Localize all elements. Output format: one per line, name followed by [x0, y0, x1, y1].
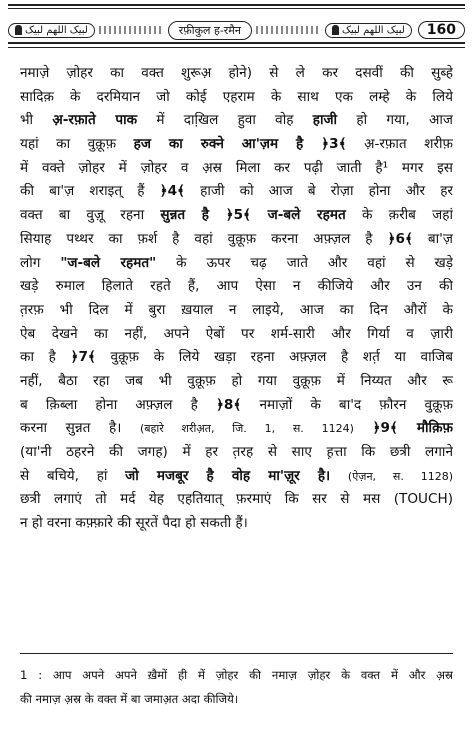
body-text-segment: यहां का वुक़ूफ़ — [20, 136, 134, 153]
body-text-segment — [330, 468, 348, 484]
body-text-segment: हाजी को आज बे रोज़ा होना और हर — [185, 183, 453, 200]
body-text-segment: नमाज़ों के बा'द फ़ौरन वुक़ूफ़ — [241, 396, 453, 413]
body-text-segment: ऐब देखने का नहीं, अपने ऐबों पर शर्म-सारी और गिर्या व ज़ारी — [20, 325, 453, 342]
header-caption-left-text: لبیک اللھم لبیک — [25, 24, 88, 36]
footnote-text-segment: 1 : आप अपने अपने ख़ैमों ही में ज़ोहर की नमाज़ ज़ोहर के वक्त में और अ़स्र — [20, 668, 453, 682]
body-text-segment: हाजी — [312, 112, 338, 129]
body-text-segment: ﴿3﴾ — [303, 136, 347, 153]
body-line — [20, 465, 453, 489]
body-text-segment: ब क़िब्ला होना अफ़्ज़ल है — [20, 396, 216, 413]
page-number: 160 — [418, 21, 465, 39]
body-text-segment: हो गया, आज — [337, 112, 453, 129]
body-text-segment: अ़-रफ़ात शरीफ़ — [346, 136, 453, 153]
header-bottom-rule — [8, 42, 465, 44]
body-line — [20, 157, 453, 181]
kaaba-icon — [332, 25, 339, 35]
body-line — [20, 275, 453, 299]
body-line — [20, 370, 453, 394]
body-text-segment: "ज-बले रहमत" — [60, 254, 157, 271]
body-text-segment: में वक्ते ज़ोहर में ज़ोहर व अ़स्र मिला कर पढ़ी जाती है¹ मगर इस — [20, 159, 453, 176]
body-line — [20, 252, 453, 276]
header-top-rule-thin — [8, 8, 465, 9]
kaaba-icon — [15, 25, 22, 35]
header-caption-left — [8, 23, 95, 38]
header-bottom-rule-thin — [8, 47, 465, 48]
header-top-rule — [8, 4, 465, 6]
header-caption-right — [325, 23, 412, 38]
main-text — [20, 62, 453, 536]
body-line — [20, 512, 453, 536]
body-text-segment: ﴿9﴾ मौक़िफ़ — [372, 420, 453, 437]
body-text-segment: ﴿6﴾ — [387, 230, 413, 247]
body-line — [20, 86, 453, 110]
body-text-segment: न हो वरना कफ़्फ़ारे की सूरतें पैदा हो सकती हैं। — [20, 515, 248, 532]
body-text-segment: बा'ज़ — [412, 230, 453, 247]
body-text-segment: लोग — [20, 254, 61, 271]
body-line — [20, 133, 453, 157]
header-caption-right-text: لبیک اللھم لبیک — [341, 24, 405, 36]
body-text-segment — [354, 420, 373, 436]
header-ornament-left — [99, 26, 164, 34]
body-text-segment: वुक़ूफ़ के लिये खड़ा रहना अफ़्ज़ल है शर्त़ या वाजिब — [95, 349, 453, 366]
header-title: रफ़ीकुल ह-रमैन — [168, 21, 252, 40]
body-line — [20, 417, 453, 441]
body-line — [20, 180, 453, 204]
body-text-segment: सुन्नत है — [160, 207, 209, 224]
body-text-segment: की बा'ज़ शराइत् हैं — [20, 183, 160, 200]
body-line — [20, 346, 453, 370]
body-text-segment: के ऊपर चढ़ जाते और वहां से खड़े — [156, 254, 453, 271]
body-text-segment: सियाह पथ्थर का फ़र्श है वहां वुक़ूफ़ करना अफ़्ज़ल है — [20, 230, 388, 247]
footnote-text-segment: की नमाज़ अ़स्र के वक्त में बा जमाअ़त अदा कीजिये। — [20, 692, 239, 706]
body-line — [20, 62, 453, 86]
body-text-segment: त़रफ़ भी दिल में बुरा ख़याल न लाइये, आज का दिन औरों के — [20, 301, 453, 318]
body-text-segment: अ़-रफ़ाते पाक — [52, 112, 138, 129]
body-text-segment: भी — [20, 112, 53, 129]
body-line — [20, 204, 453, 228]
body-text-segment: करना सुन्नत है। — [20, 420, 140, 437]
body-line — [20, 299, 453, 323]
header-ornament-right — [256, 26, 321, 34]
footnote — [20, 663, 453, 711]
body-text-segment: सादिक़ के दरमियान जो कोई एहराम के साथ एक लम्हे के लिये — [20, 88, 453, 105]
page-header — [8, 4, 465, 50]
header-row — [8, 18, 465, 42]
footnote-line — [20, 687, 453, 711]
body-text-segment: ﴿8﴾ — [215, 396, 242, 413]
body-line — [20, 441, 453, 465]
body-text-segment: नमाज़े ज़ोहर का वक्त शुरूअ़ होने) से ले कर दसवीं की सुब्हे — [20, 65, 453, 81]
body-text-segment: (बहारे शरीअ़त, जि. 1, स. 1124) — [139, 422, 354, 436]
body-text-segment: नहीं, बैठा रहा जब भी वुक़ूफ़ हो गया वुक़ूफ़ में निय्यत और रू — [20, 372, 453, 389]
footnote-line — [20, 663, 453, 687]
body-text-segment: में दाखि़ल हुवा वोह — [137, 112, 313, 129]
body-line — [20, 109, 453, 133]
body-text-segment: ﴿5﴾ ज-बले रहमत — [208, 207, 346, 224]
body-line — [20, 488, 453, 512]
body-text-segment: जो मजबूर है वोह मा'ज़ूर है। — [125, 467, 331, 484]
body-line — [20, 323, 453, 347]
body-text-segment: ﴿4﴾ — [159, 183, 186, 200]
body-text-segment: वक्त बा वुज़ू रहना — [20, 207, 161, 224]
body-text-segment: (ऐज़न, स. 1128) — [347, 469, 453, 483]
body-line — [20, 394, 453, 418]
body-text-segment: से बचिये, हां — [20, 467, 126, 484]
body-text-segment: के क़रीब जहां — [345, 207, 453, 224]
body-text-segment: छत्री लगाएं तो मर्द येह एहतियात् फ़रमाएं कि सर से मस (TOUCH) — [20, 491, 453, 508]
footnote-divider — [20, 653, 453, 654]
body-text-segment: हज का रुक्ने आ'ज़म है — [133, 136, 304, 153]
body-text-segment: (या'नी ठहरने की जगह) में हर त़रह से साए ह़त्ता कि छत्री लगाने — [20, 444, 453, 460]
body-text-segment: ﴿7﴾ — [70, 349, 96, 366]
body-line — [20, 228, 453, 252]
body-text-segment: खड़े रुमाल हिलाते रहते हैं, आप ऐसा न कीजिये और उन की — [20, 278, 453, 295]
body-text-segment: का है — [20, 349, 71, 366]
